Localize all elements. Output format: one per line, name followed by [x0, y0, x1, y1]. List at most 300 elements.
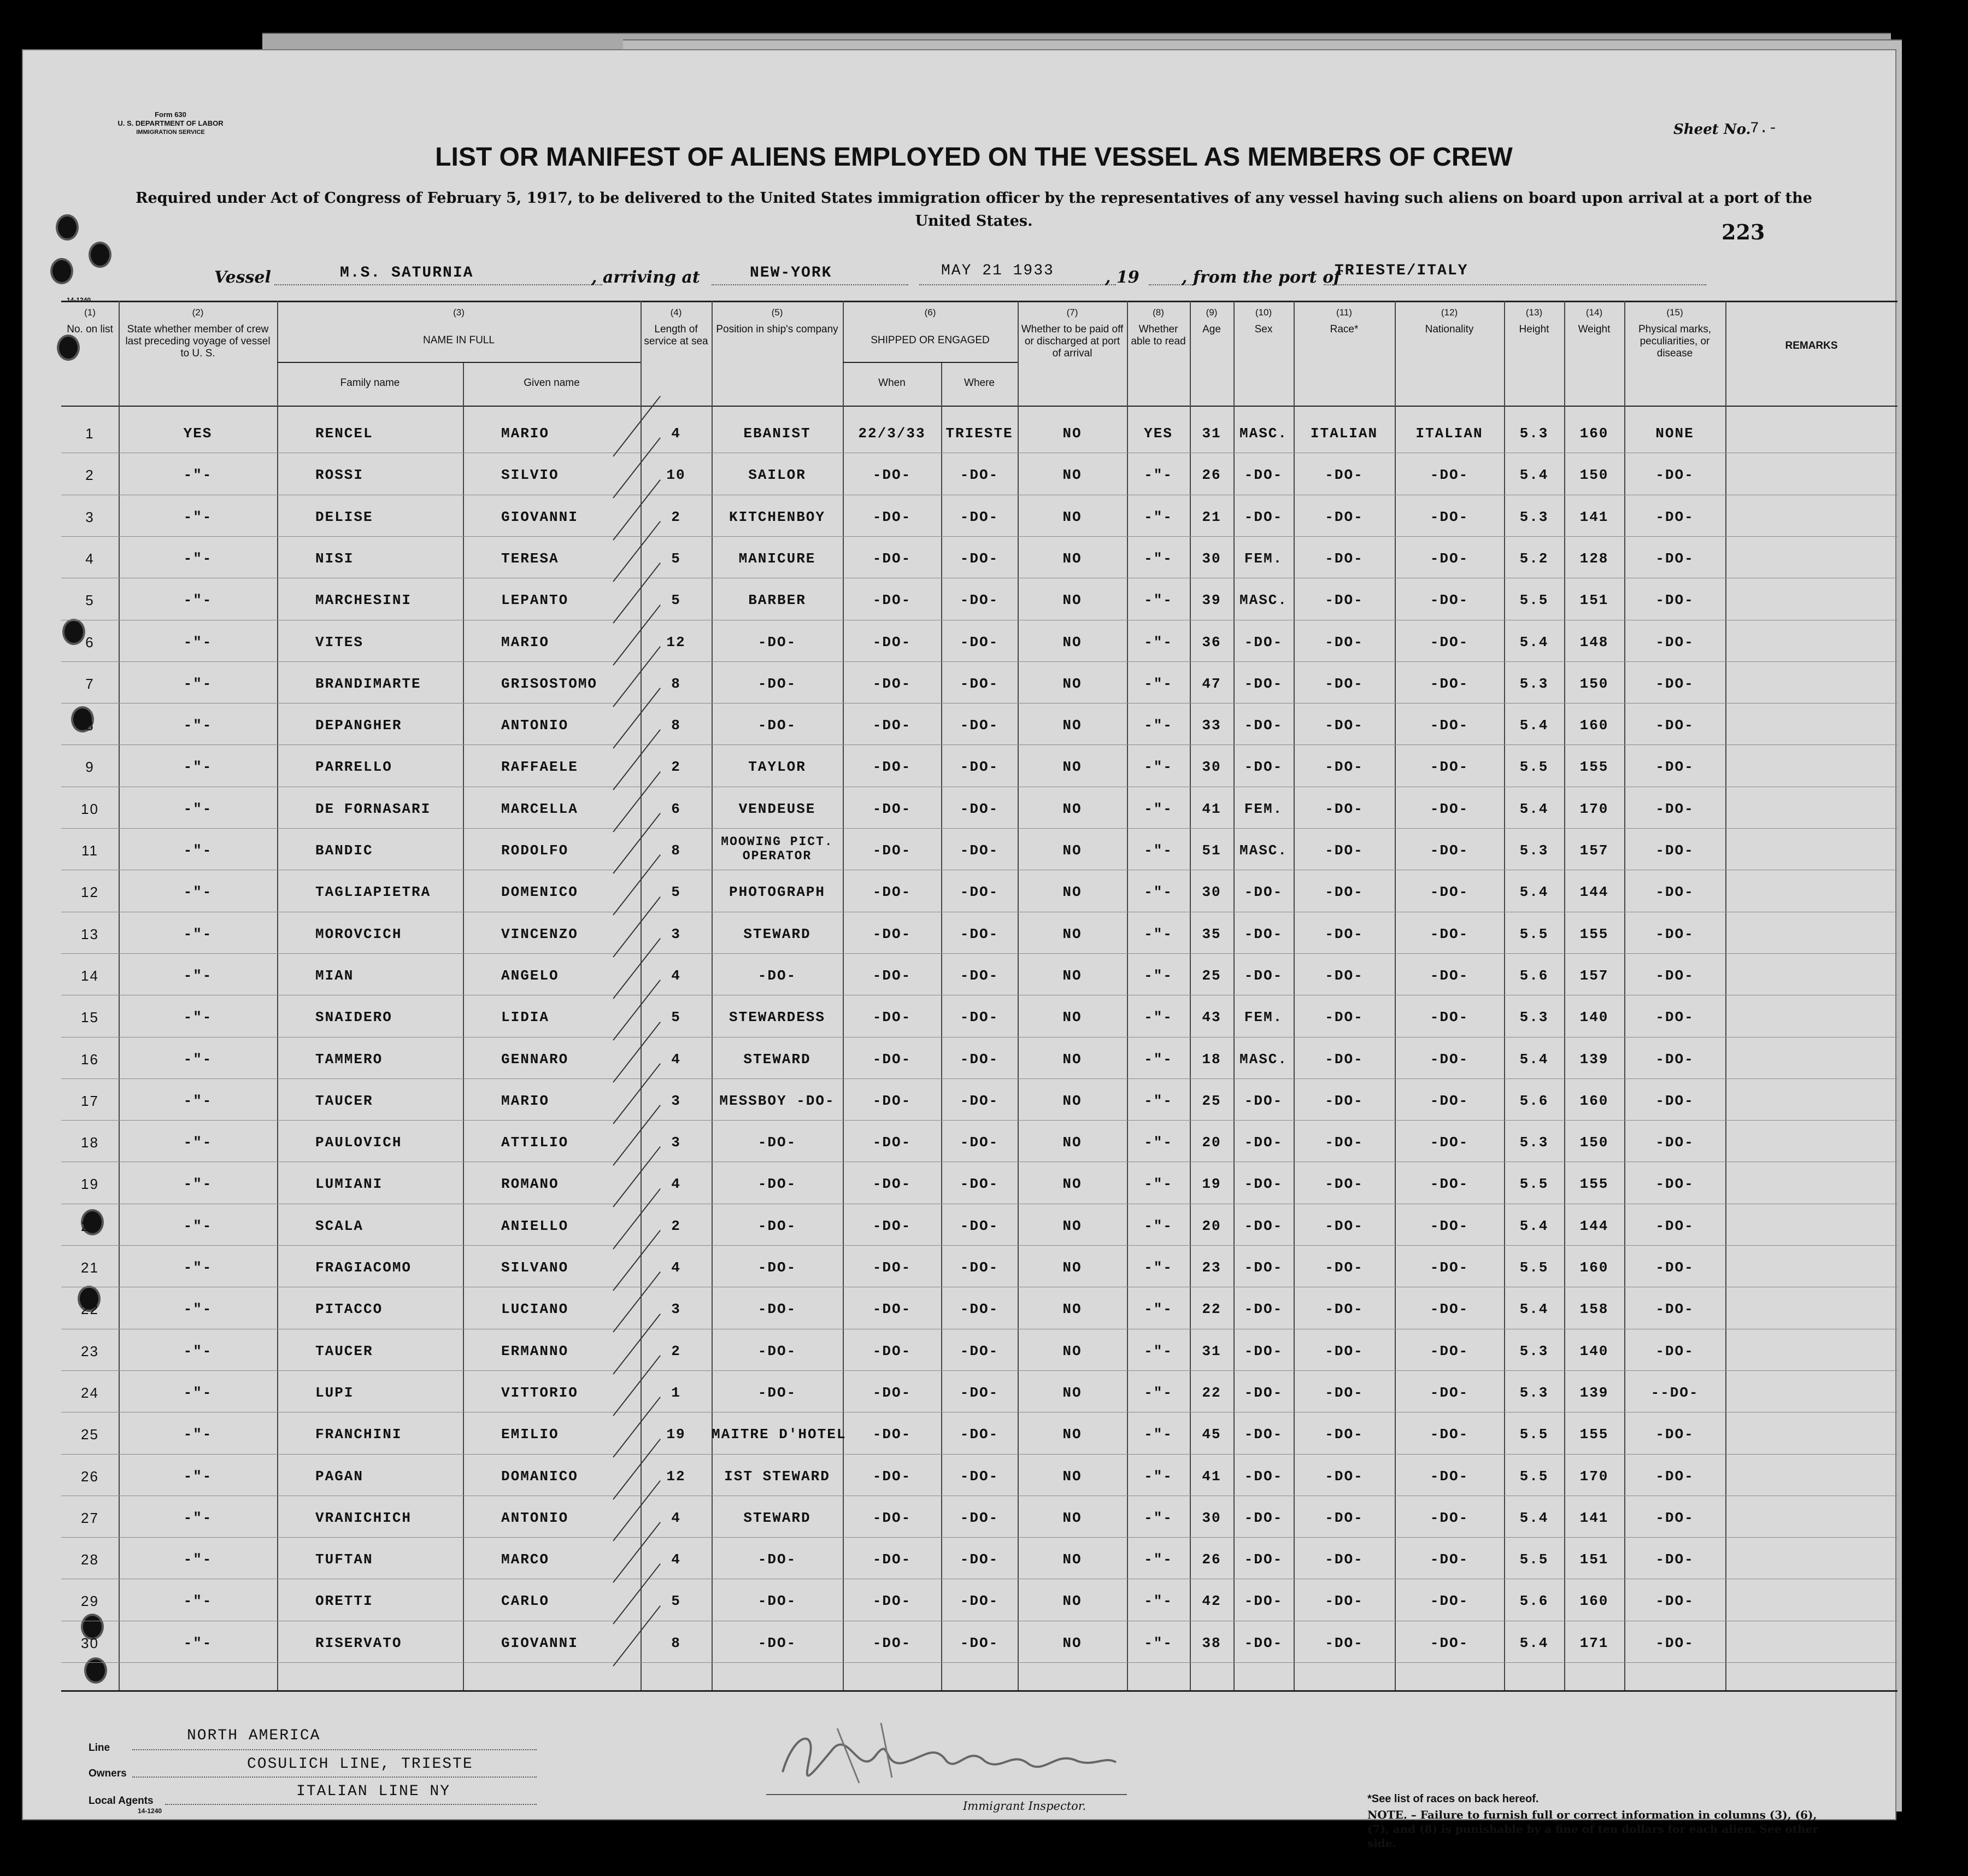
punch-hole-icon: [50, 258, 73, 284]
cell-no: 20: [81, 1217, 99, 1234]
cell-sex: MASC.: [1239, 842, 1288, 859]
cell-family: PAGAN: [315, 1468, 364, 1485]
cell-prev: -"-: [183, 634, 213, 650]
cell-service: 19: [666, 1426, 686, 1443]
cell-paid: NO: [1062, 842, 1082, 859]
row-rule: [61, 1120, 1897, 1121]
cell-weight: 128: [1579, 550, 1609, 567]
cell-height: 5.4: [1519, 1634, 1549, 1651]
cell-where: -DO-: [960, 1593, 999, 1610]
cell-prev: -"-: [183, 1134, 213, 1151]
cell-family: TAGLIAPIETRA: [315, 884, 431, 901]
cell-marks: -DO-: [1655, 467, 1694, 484]
cell-sex: -DO-: [1244, 1593, 1283, 1610]
cell-family: RISERVATO: [315, 1634, 402, 1651]
cell-nationality: -DO-: [1430, 842, 1469, 859]
arriving-label: , arriving at: [591, 268, 700, 287]
cell-no: 11: [81, 842, 98, 859]
column-number: (8): [1153, 307, 1164, 318]
cell-service: 2: [671, 1217, 681, 1234]
cell-service: 8: [671, 717, 681, 734]
cell-when: -DO-: [872, 1009, 912, 1026]
cell-family: RENCEL: [315, 425, 373, 442]
cell-nationality: ITALIAN: [1415, 425, 1483, 442]
cell-sex: -DO-: [1244, 967, 1283, 984]
cell-height: 5.5: [1519, 1176, 1549, 1193]
table-top-border: [61, 301, 1897, 302]
cell-weight: 144: [1579, 1217, 1609, 1234]
cell-given: MARCELLA: [501, 800, 578, 817]
cell-given: RAFFAELE: [501, 759, 578, 776]
cell-given: ANTONIO: [501, 1509, 569, 1526]
cell-given: GENNARO: [501, 1051, 569, 1068]
cell-no: 17: [81, 1092, 99, 1109]
cell-family: TAUCER: [315, 1342, 373, 1359]
cell-service: 4: [671, 1176, 681, 1193]
cell-weight: 155: [1579, 925, 1609, 942]
cell-marks: -DO-: [1655, 1634, 1694, 1651]
cell-when: -DO-: [872, 1384, 912, 1401]
line-value: NORTH AMERICA: [187, 1727, 321, 1744]
cell-sex: -DO-: [1244, 508, 1283, 525]
cell-sex: -DO-: [1244, 925, 1283, 942]
cell-when: -DO-: [872, 1259, 912, 1276]
cell-sex: FEM.: [1244, 1009, 1283, 1026]
cell-family: SNAIDERO: [315, 1009, 392, 1026]
cell-height: 5.3: [1519, 675, 1549, 692]
owners-underline: [132, 1777, 537, 1778]
cell-position: MANICURE: [738, 550, 816, 567]
cell-read: -"-: [1144, 1426, 1173, 1443]
inspector-label: Immigrant Inspector.: [963, 1799, 1086, 1813]
column-header: Nationality: [1425, 324, 1474, 335]
cell-prev: -"-: [183, 467, 213, 484]
cell-position: STEWARDESS: [729, 1009, 826, 1026]
row-rule: [61, 828, 1897, 829]
cell-race: -DO-: [1325, 1009, 1364, 1026]
cell-height: 5.3: [1519, 508, 1549, 525]
column-number: (2): [192, 307, 204, 318]
cell-age: 30: [1202, 1509, 1221, 1526]
column-number: (3): [453, 307, 465, 318]
column-header: SHIPPED OR ENGAGED: [871, 335, 990, 346]
row-rule: [61, 1454, 1897, 1455]
cell-paid: NO: [1062, 1426, 1082, 1443]
cell-service: 4: [671, 967, 681, 984]
cell-height: 5.6: [1519, 1593, 1549, 1610]
cell-where: -DO-: [960, 842, 999, 859]
cell-given: RODOLFO: [501, 842, 569, 859]
line-underline: [132, 1749, 537, 1750]
cell-sex: -DO-: [1244, 884, 1283, 901]
row-rule: [61, 703, 1897, 704]
cell-prev: -"-: [183, 1217, 213, 1234]
cell-where: -DO-: [960, 967, 999, 984]
cell-read: -"-: [1144, 1176, 1173, 1193]
cell-family: LUMIANI: [315, 1176, 383, 1193]
date-underline: [919, 284, 1116, 285]
column-header: Height: [1519, 324, 1549, 335]
cell-service: 12: [666, 1468, 686, 1485]
cell-race: -DO-: [1325, 1509, 1364, 1526]
cell-family: TAMMERO: [315, 1051, 383, 1068]
year-label: , 19: [1105, 268, 1139, 287]
cell-height: 5.3: [1519, 842, 1549, 859]
agents-underline: [165, 1804, 537, 1805]
cell-where: -DO-: [960, 467, 999, 484]
cell-height: 5.5: [1519, 1259, 1549, 1276]
cell-no: 18: [81, 1134, 99, 1151]
cell-sex: -DO-: [1244, 1092, 1283, 1109]
cell-nationality: -DO-: [1430, 884, 1469, 901]
cell-paid: NO: [1062, 717, 1082, 734]
cell-given: DOMANICO: [501, 1468, 578, 1485]
cell-service: 2: [671, 759, 681, 776]
cell-paid: NO: [1062, 925, 1082, 942]
cell-given: LUCIANO: [501, 1301, 569, 1318]
cell-weight: 160: [1579, 1092, 1609, 1109]
cell-when: -DO-: [872, 717, 912, 734]
cell-when: -DO-: [872, 884, 912, 901]
column-number: (5): [771, 307, 783, 318]
cell-weight: 160: [1579, 1593, 1609, 1610]
cell-race: -DO-: [1325, 467, 1364, 484]
cell-nationality: -DO-: [1430, 1092, 1469, 1109]
cell-paid: NO: [1062, 550, 1082, 567]
punch-hole-icon: [57, 335, 80, 361]
cell-no: 10: [81, 800, 99, 817]
cell-weight: 160: [1579, 425, 1609, 442]
cell-family: TAUCER: [315, 1092, 373, 1109]
cell-marks: -DO-: [1655, 1217, 1694, 1234]
column-header: Weight: [1578, 324, 1611, 335]
cell-read: -"-: [1144, 1217, 1173, 1234]
cell-given: MARIO: [501, 425, 550, 442]
cell-position: -DO-: [757, 967, 797, 984]
cell-weight: 150: [1579, 675, 1609, 692]
cell-family: FRANCHINI: [315, 1426, 402, 1443]
cell-given: SILVANO: [501, 1259, 569, 1276]
cell-height: 5.4: [1519, 884, 1549, 901]
cell-prev: -"-: [183, 1092, 213, 1109]
cell-service: 5: [671, 884, 681, 901]
form-number: Form 630: [155, 110, 186, 119]
cell-given: ANIELLO: [501, 1217, 569, 1234]
cell-marks: -DO-: [1655, 1593, 1694, 1610]
cell-nationality: -DO-: [1430, 1217, 1469, 1234]
cell-weight: 155: [1579, 1426, 1609, 1443]
agents-code: 14-1240: [138, 1807, 162, 1815]
cell-when: -DO-: [872, 508, 912, 525]
cell-race: -DO-: [1325, 508, 1364, 525]
cell-height: 5.5: [1519, 592, 1549, 609]
cell-nationality: -DO-: [1430, 508, 1469, 525]
cell-paid: NO: [1062, 1009, 1082, 1026]
cell-race: -DO-: [1325, 1551, 1364, 1568]
cell-service: 5: [671, 550, 681, 567]
cell-when: -DO-: [872, 1176, 912, 1193]
cell-position: SAILOR: [748, 467, 806, 484]
cell-marks: -DO-: [1655, 967, 1694, 984]
cell-nationality: -DO-: [1430, 717, 1469, 734]
cell-weight: 160: [1579, 1259, 1609, 1276]
cell-age: 47: [1202, 675, 1221, 692]
cell-age: 20: [1202, 1217, 1221, 1234]
cell-given: SILVIO: [501, 467, 559, 484]
cell-given: ANTONIO: [501, 717, 569, 734]
cell-age: 21: [1202, 508, 1221, 525]
cell-when: -DO-: [872, 800, 912, 817]
cell-read: -"-: [1144, 717, 1173, 734]
cell-height: 5.4: [1519, 634, 1549, 650]
column-header: Age: [1202, 324, 1221, 335]
cell-paid: NO: [1062, 508, 1082, 525]
cell-paid: NO: [1062, 1509, 1082, 1526]
cell-read: -"-: [1144, 842, 1173, 859]
cell-service: 4: [671, 1259, 681, 1276]
cell-race: -DO-: [1325, 884, 1364, 901]
cell-where: -DO-: [960, 675, 999, 692]
cell-where: -DO-: [960, 1342, 999, 1359]
cell-when: -DO-: [872, 1509, 912, 1526]
cell-no: 2: [85, 467, 95, 484]
cell-nationality: -DO-: [1430, 1342, 1469, 1359]
cell-position: PHOTOGRAPH: [729, 884, 826, 901]
table-header-bottom: [61, 406, 1897, 407]
cell-given: EMILIO: [501, 1426, 559, 1443]
cell-where: -DO-: [960, 508, 999, 525]
cell-family: TUFTAN: [315, 1551, 373, 1568]
cell-age: 20: [1202, 1134, 1221, 1151]
cell-no: 28: [81, 1551, 99, 1568]
cell-service: 3: [671, 1092, 681, 1109]
cell-height: 5.5: [1519, 1551, 1549, 1568]
vessel-name: M.S. SATURNIA: [340, 265, 474, 282]
cell-paid: NO: [1062, 1134, 1082, 1151]
cell-when: -DO-: [872, 1217, 912, 1234]
cell-position: STEWARD: [743, 925, 811, 942]
cell-weight: 140: [1579, 1342, 1609, 1359]
cell-prev: -"-: [183, 675, 213, 692]
column-header: Length of service at sea: [644, 324, 708, 347]
column-header: Physical marks, peculiarities, or disease: [1638, 324, 1712, 359]
cell-height: 5.4: [1519, 800, 1549, 817]
cell-sex: -DO-: [1244, 1301, 1283, 1318]
cell-weight: 150: [1579, 1134, 1609, 1151]
cell-prev: -"-: [183, 1551, 213, 1568]
cell-age: 26: [1202, 1551, 1221, 1568]
cell-marks: -DO-: [1655, 1176, 1694, 1193]
cell-height: 5.4: [1519, 1301, 1549, 1318]
cell-no: 13: [81, 925, 99, 942]
races-note: *See list of races on back hereof.: [1367, 1793, 1539, 1805]
cell-marks: -DO-: [1655, 550, 1694, 567]
cell-where: -DO-: [960, 1217, 999, 1234]
cell-age: 43: [1202, 1009, 1221, 1026]
cell-height: 5.4: [1519, 717, 1549, 734]
owners-value: COSULICH LINE, TRIESTE: [247, 1756, 473, 1773]
punch-hole-icon: [89, 242, 111, 268]
cell-marks: --DO-: [1650, 1384, 1699, 1401]
cell-where: -DO-: [960, 1551, 999, 1568]
cell-sex: -DO-: [1244, 1509, 1283, 1526]
cell-prev: -"-: [183, 800, 213, 817]
cell-age: 39: [1202, 592, 1221, 609]
cell-height: 5.4: [1519, 1509, 1549, 1526]
cell-read: -"-: [1144, 925, 1173, 942]
cell-family: VITES: [315, 634, 364, 650]
cell-marks: -DO-: [1655, 1301, 1694, 1318]
punch-hole-icon: [84, 1657, 107, 1684]
cell-no: 12: [81, 884, 99, 901]
cell-paid: NO: [1062, 1551, 1082, 1568]
agents-value: ITALIAN LINE NY: [296, 1783, 451, 1800]
cell-marks: -DO-: [1655, 1259, 1694, 1276]
cell-read: YES: [1144, 425, 1173, 442]
cell-where: -DO-: [960, 717, 999, 734]
cell-position: -DO-: [757, 1634, 797, 1651]
cell-age: 51: [1202, 842, 1221, 859]
cell-read: -"-: [1144, 1384, 1173, 1401]
cell-paid: NO: [1062, 467, 1082, 484]
cell-sex: -DO-: [1244, 1176, 1283, 1193]
cell-read: -"-: [1144, 1051, 1173, 1068]
cell-service: 8: [671, 675, 681, 692]
cell-paid: NO: [1062, 1259, 1082, 1276]
cell-race: -DO-: [1325, 1301, 1364, 1318]
column-number: (14): [1585, 307, 1603, 318]
cell-height: 5.3: [1519, 1384, 1549, 1401]
cell-position: -DO-: [757, 1259, 797, 1276]
cell-when: -DO-: [872, 925, 912, 942]
cell-sex: MASC.: [1239, 425, 1288, 442]
cell-family: LUPI: [315, 1384, 354, 1401]
cell-family: ROSSI: [315, 467, 364, 484]
column-number: (10): [1255, 307, 1272, 318]
cell-age: 38: [1202, 1634, 1221, 1651]
cell-family: ORETTI: [315, 1593, 373, 1610]
cell-where: -DO-: [960, 1468, 999, 1485]
cell-paid: NO: [1062, 800, 1082, 817]
cell-given: VINCENZO: [501, 925, 578, 942]
cell-where: -DO-: [960, 1301, 999, 1318]
cell-age: 25: [1202, 967, 1221, 984]
cell-paid: NO: [1062, 1217, 1082, 1234]
cell-age: 33: [1202, 717, 1221, 734]
cell-service: 2: [671, 1342, 681, 1359]
cell-marks: -DO-: [1655, 884, 1694, 901]
cell-family: MARCHESINI: [315, 592, 412, 609]
cell-read: -"-: [1144, 1551, 1173, 1568]
subcolumn-header: When: [878, 377, 906, 389]
arrival-date-stamp: MAY 21 1933: [941, 262, 1054, 279]
cell-marks: -DO-: [1655, 1468, 1694, 1485]
cell-where: -DO-: [960, 800, 999, 817]
cell-read: -"-: [1144, 967, 1173, 984]
cell-service: 3: [671, 1301, 681, 1318]
cell-prev: -"-: [183, 1342, 213, 1359]
cell-given: LIDIA: [501, 1009, 550, 1026]
cell-weight: 171: [1579, 1634, 1609, 1651]
cell-position: KITCHENBOY: [729, 508, 826, 525]
row-rule: [61, 744, 1897, 745]
cell-nationality: -DO-: [1430, 1134, 1469, 1151]
sheet-label: Sheet No.: [1673, 121, 1751, 138]
cell-no: 9: [85, 759, 95, 776]
cell-read: -"-: [1144, 508, 1173, 525]
cell-weight: 141: [1579, 1509, 1609, 1526]
cell-race: -DO-: [1325, 925, 1364, 942]
cell-weight: 151: [1579, 1551, 1609, 1568]
cell-nationality: -DO-: [1430, 800, 1469, 817]
cell-read: -"-: [1144, 592, 1173, 609]
cell-position: -DO-: [757, 1342, 797, 1359]
cell-position: -DO-: [757, 717, 797, 734]
cell-family: NISI: [315, 550, 354, 567]
cell-sex: -DO-: [1244, 1384, 1283, 1401]
cell-prev: -"-: [183, 1259, 213, 1276]
cell-height: 5.5: [1519, 1426, 1549, 1443]
cell-when: -DO-: [872, 675, 912, 692]
cell-paid: NO: [1062, 759, 1082, 776]
vessel-label: Vessel: [214, 268, 271, 287]
owners-label: Owners: [89, 1768, 127, 1779]
cell-paid: NO: [1062, 425, 1082, 442]
cell-given: TERESA: [501, 550, 559, 567]
sheet-number: 7.-: [1750, 120, 1778, 137]
column-number: (11): [1336, 307, 1352, 318]
cell-read: -"-: [1144, 1634, 1173, 1651]
cell-race: -DO-: [1325, 1593, 1364, 1610]
form-header: [78, 110, 263, 137]
cell-marks: -DO-: [1655, 925, 1694, 942]
cell-where: -DO-: [960, 1634, 999, 1651]
cell-marks: -DO-: [1655, 800, 1694, 817]
column-number: (7): [1066, 307, 1078, 318]
column-number: (4): [670, 307, 682, 318]
cell-weight: 139: [1579, 1051, 1609, 1068]
column-header: Race*: [1330, 324, 1359, 335]
cell-height: 5.4: [1519, 467, 1549, 484]
cell-marks: -DO-: [1655, 1009, 1694, 1026]
line-label: Line: [89, 1742, 110, 1754]
department-name: U. S. DEPARTMENT OF LABOR: [118, 119, 224, 127]
cell-nationality: -DO-: [1430, 467, 1469, 484]
cell-age: 31: [1202, 1342, 1221, 1359]
row-rule: [61, 1078, 1897, 1079]
cell-marks: NONE: [1655, 425, 1694, 442]
cell-nationality: -DO-: [1430, 1593, 1469, 1610]
row-rule: [61, 1662, 1897, 1663]
cell-read: -"-: [1144, 1259, 1173, 1276]
cell-family: BRANDIMARTE: [315, 675, 421, 692]
cell-marks: -DO-: [1655, 842, 1694, 859]
cell-no: 7: [85, 675, 95, 692]
cell-sex: -DO-: [1244, 675, 1283, 692]
cell-age: 30: [1202, 884, 1221, 901]
cell-service: 3: [671, 1134, 681, 1151]
cell-race: -DO-: [1325, 1176, 1364, 1193]
column-number: (15): [1666, 307, 1683, 318]
cell-race: -DO-: [1325, 1384, 1364, 1401]
cell-prev: -"-: [183, 1593, 213, 1610]
cell-service: 5: [671, 1593, 681, 1610]
cell-age: 42: [1202, 1593, 1221, 1610]
cell-height: 5.4: [1519, 1051, 1549, 1068]
cell-position: STEWARD: [743, 1509, 811, 1526]
cell-service: 4: [671, 1509, 681, 1526]
cell-position: VENDEUSE: [738, 800, 816, 817]
